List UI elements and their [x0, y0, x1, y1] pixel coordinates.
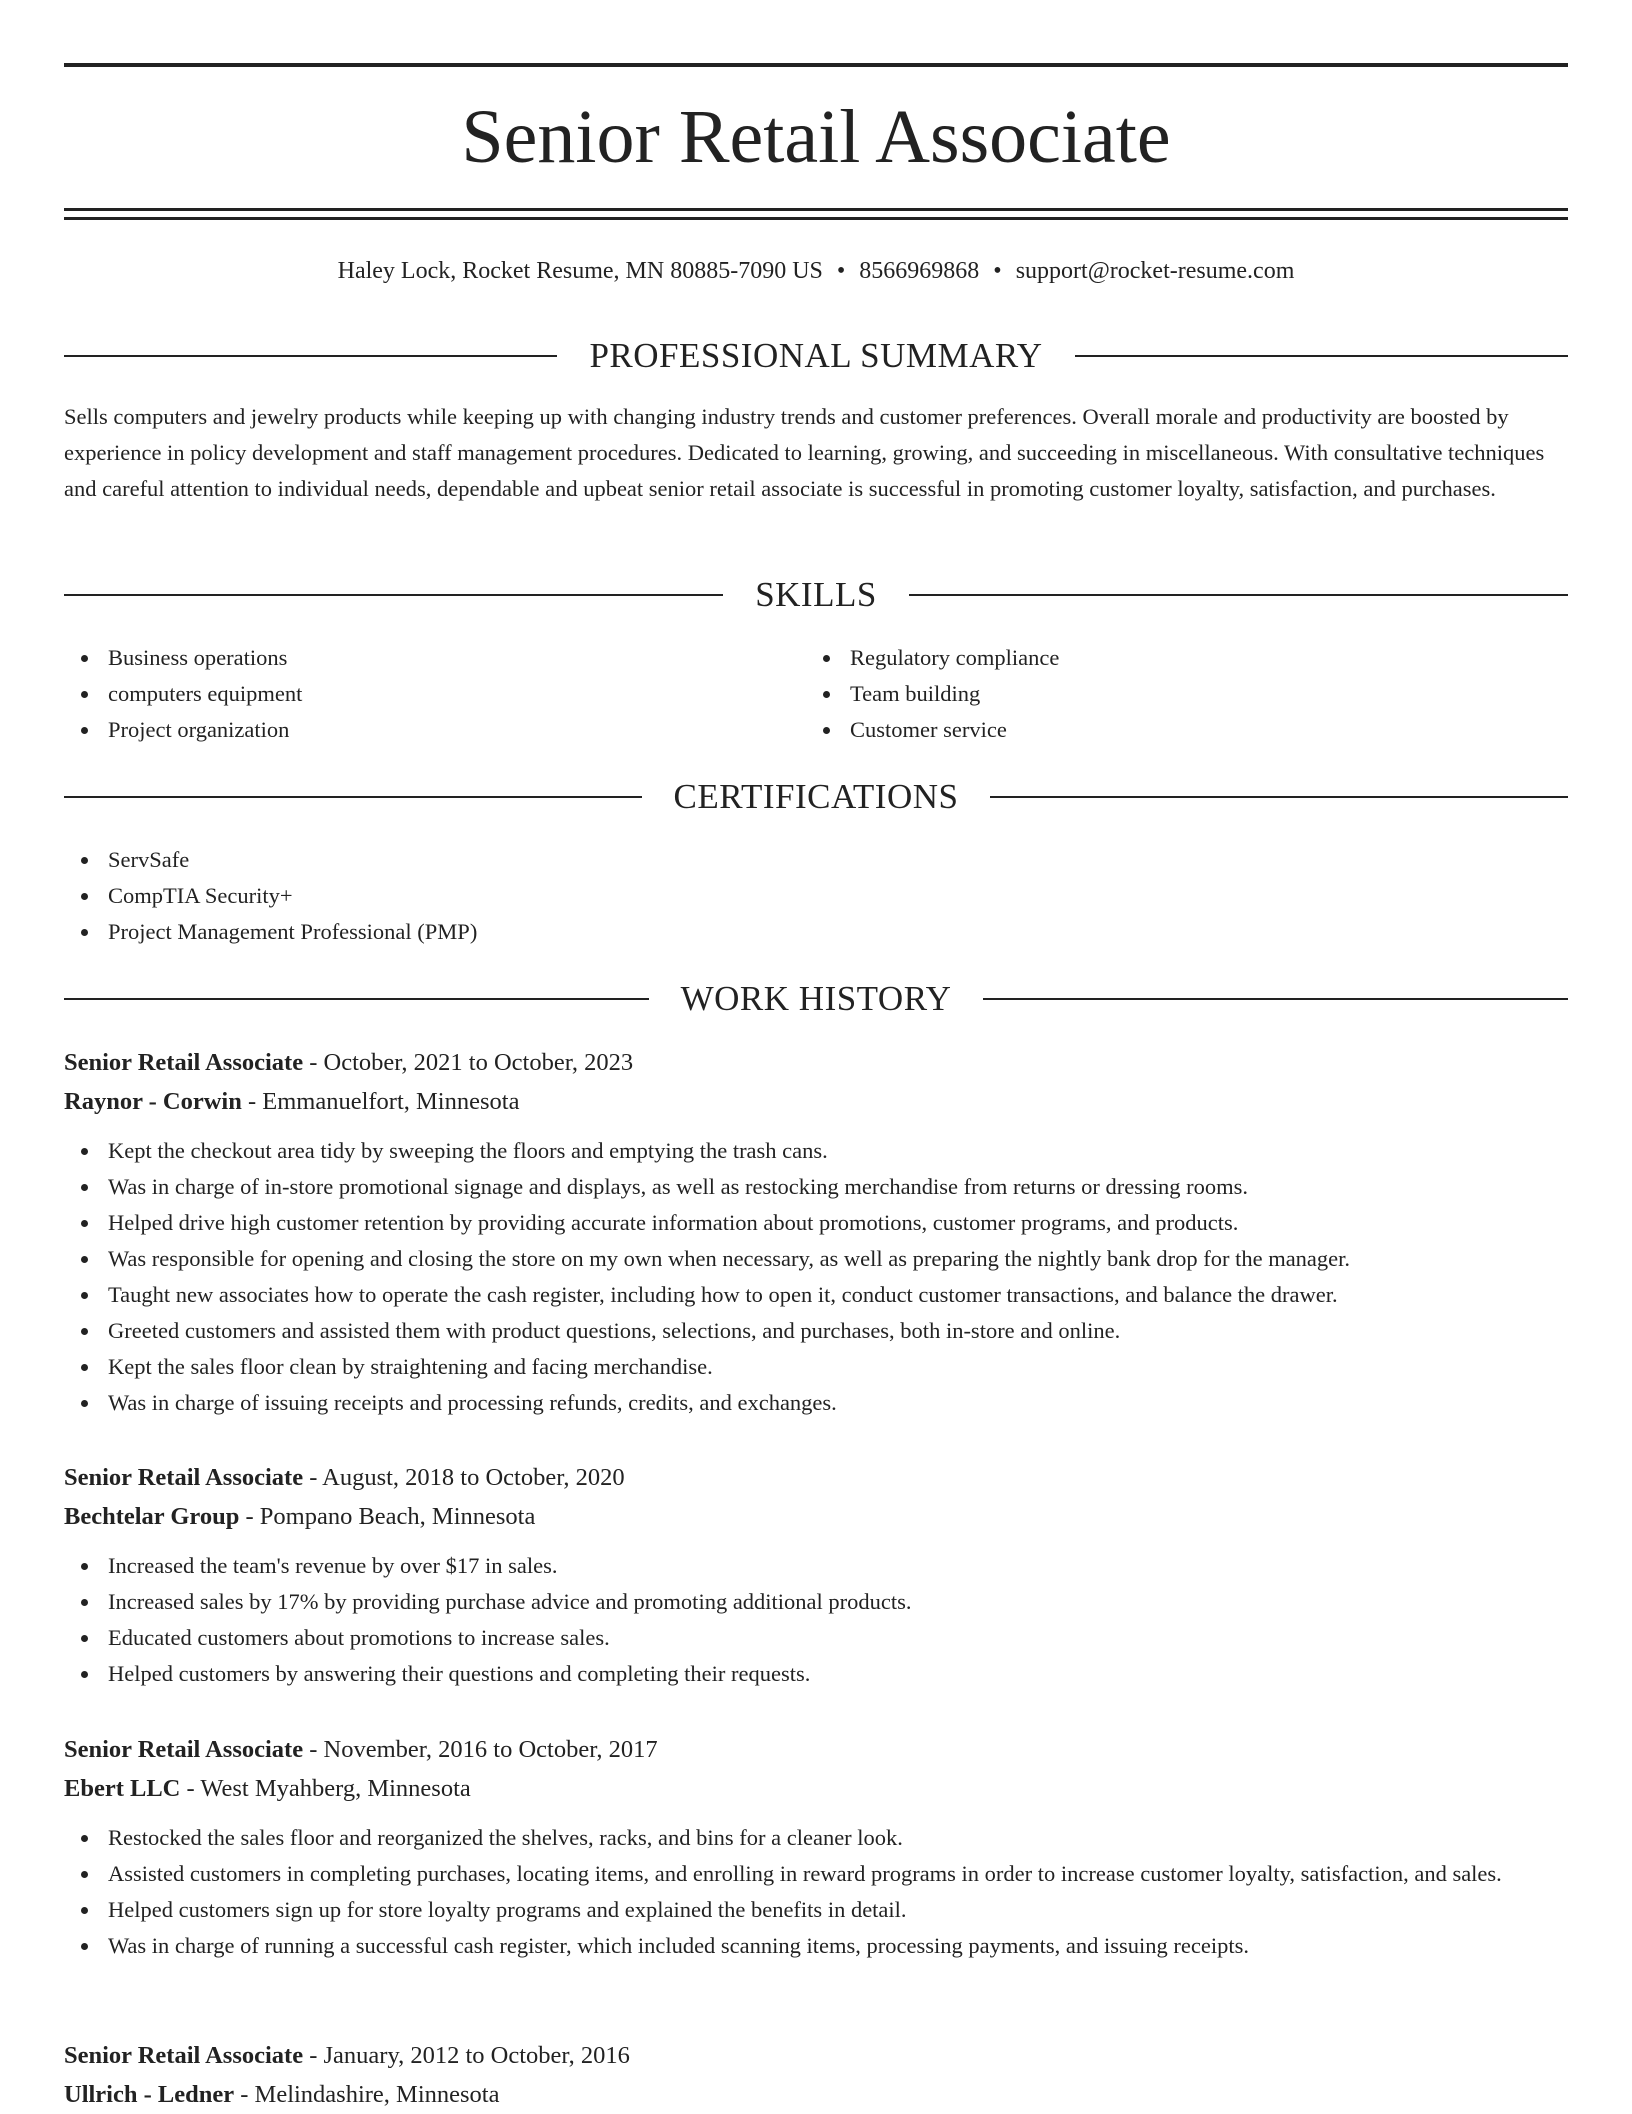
job-company: Raynor - Corwin	[64, 1088, 242, 1115]
job-bullet: Increased sales by 17% by providing purchase advice and promoting additional products.	[64, 1584, 1568, 1620]
work-history-heading-label: WORK HISTORY	[680, 979, 952, 1018]
job-dates: - August, 2018 to October, 2020	[303, 1464, 625, 1491]
contact-email[interactable]: support@rocket-resume.com	[1015, 258, 1295, 284]
job-bullet: Educated customers about promotions to increase sales.	[64, 1620, 1568, 1656]
heading-rule	[64, 998, 649, 1000]
job-bullet: Was in charge of in-store promotional signage and displays, as well as restocking merchandise from returns or dressing rooms.	[64, 1169, 1568, 1205]
job-bullet: Restocked the sales floor and reorganized the shelves, racks, and bins for a cleaner look.	[64, 1820, 1568, 1856]
heading-rule	[990, 796, 1568, 798]
job-dates: - January, 2012 to October, 2016	[303, 2042, 630, 2069]
job-title: Senior Retail Associate	[64, 2042, 304, 2069]
job-title: Senior Retail Associate	[64, 1464, 304, 1491]
job-bullet: Assisted customers in completing purchases, locating items, and enrolling in reward programs in order to increase customer loyalty, satisfaction, and sales.	[64, 1856, 1568, 1892]
skill-item: computers equipment	[64, 676, 764, 712]
resume-title: Senior Retail Associate	[461, 95, 1171, 179]
heading-rule	[64, 355, 557, 357]
heading-rule	[909, 594, 1568, 596]
top-rule	[64, 63, 1568, 67]
heading-rule	[64, 594, 723, 596]
job-location: - Emmanuelfort, Minnesota	[241, 1088, 520, 1115]
certification-item: Project Management Professional (PMP)	[64, 914, 1568, 950]
job-bullet: Was in charge of running a successful cash register, which included scanning items, processing payments, and issuing receipts.	[64, 1928, 1568, 1964]
job-bullet: Was responsible for opening and closing the store on my own when necessary, as well as preparing the nightly bank drop for the manager.	[64, 1241, 1568, 1277]
job-entry	[64, 1730, 1568, 1964]
title-double-rule	[64, 208, 1568, 220]
skills-heading-label: SKILLS	[755, 575, 877, 614]
job-location: - West Myahberg, Minnesota	[180, 1775, 471, 1802]
contact-phone[interactable]: 8566969868	[859, 258, 980, 284]
job-bullets	[64, 1820, 1568, 1964]
job-dates: - November, 2016 to October, 2017	[303, 1736, 658, 1763]
job-dates: - October, 2021 to October, 2023	[303, 1049, 634, 1076]
certification-item: CompTIA Security+	[64, 878, 1568, 914]
skill-item: Regulatory compliance	[806, 640, 1506, 676]
heading-rule	[1075, 355, 1568, 357]
skills-heading	[64, 575, 1568, 615]
certifications-heading-label: CERTIFICATIONS	[673, 777, 959, 816]
job-title-line	[64, 1458, 1568, 1497]
contact-address: Haley Lock, Rocket Resume, MN 80885-7090 US	[337, 258, 823, 284]
work-history-heading	[64, 979, 1568, 1019]
job-location: - Melindashire, Minnesota	[234, 2081, 500, 2108]
certification-item: ServSafe	[64, 842, 1568, 878]
contact-separator: •	[836, 258, 846, 284]
certifications-heading	[64, 777, 1568, 817]
skill-item: Customer service	[806, 712, 1506, 748]
job-bullet: Helped drive high customer retention by providing accurate information about promotions, customer programs, and products.	[64, 1205, 1568, 1241]
job-bullet: Helped customers by answering their questions and completing their requests.	[64, 1656, 1568, 1692]
job-company-line	[64, 2075, 1568, 2114]
job-entry	[64, 1458, 1568, 1692]
summary-heading-label: PROFESSIONAL SUMMARY	[589, 336, 1043, 375]
skill-item: Team building	[806, 676, 1506, 712]
contact-line	[64, 253, 1568, 289]
certifications-list	[64, 842, 1568, 950]
contact-separator: •	[993, 258, 1002, 284]
skill-item: Business operations	[64, 640, 764, 676]
job-title: Senior Retail Associate	[64, 1736, 304, 1763]
summary-heading	[64, 336, 1568, 376]
job-title-line	[64, 1043, 1568, 1082]
job-entry	[64, 2036, 1568, 2114]
job-bullet: Greeted customers and assisted them with product questions, selections, and purchases, both in-store and online.	[64, 1313, 1568, 1349]
job-company: Bechtelar Group	[64, 1503, 240, 1530]
heading-rule	[983, 998, 1568, 1000]
job-bullet: Kept the checkout area tidy by sweeping the floors and emptying the trash cans.	[64, 1133, 1568, 1169]
job-bullet: Taught new associates how to operate the cash register, including how to open it, conduct customer transactions, and balance the drawer.	[64, 1277, 1568, 1313]
summary-text: Sells computers and jewelry products while keeping up with changing industry trends and customer preferences. Overall morale and productivity are boosted by experience in policy development and staff management procedures. Dedicated to learning, growing, and succeeding in miscellaneous. With consultative techniques and careful attention to individual needs, dependable and upbeat senior retail associate is successful in promoting customer loyalty, satisfaction, and purchases.	[64, 404, 1545, 501]
job-company-line	[64, 1082, 1568, 1121]
job-company: Ullrich - Ledner	[64, 2081, 235, 2108]
job-location: - Pompano Beach, Minnesota	[239, 1503, 536, 1530]
job-entry	[64, 1043, 1568, 1421]
job-bullet: Kept the sales floor clean by straightening and facing merchandise.	[64, 1349, 1568, 1385]
skill-item: Project organization	[64, 712, 764, 748]
heading-rule	[64, 796, 642, 798]
job-company: Ebert LLC	[64, 1775, 181, 1802]
job-title-line	[64, 1730, 1568, 1769]
job-bullet: Was in charge of issuing receipts and processing refunds, credits, and exchanges.	[64, 1385, 1568, 1421]
skills-list-right	[806, 640, 1506, 748]
job-bullet: Increased the team's revenue by over $17 in sales.	[64, 1548, 1568, 1584]
job-bullets	[64, 1548, 1568, 1692]
job-title-line	[64, 2036, 1568, 2075]
job-company-line	[64, 1497, 1568, 1536]
skills-list-left	[64, 640, 764, 748]
job-bullet: Helped customers sign up for store loyalty programs and explained the benefits in detail.	[64, 1892, 1568, 1928]
job-title: Senior Retail Associate	[64, 1049, 304, 1076]
job-company-line	[64, 1769, 1568, 1808]
job-bullets	[64, 1133, 1568, 1421]
